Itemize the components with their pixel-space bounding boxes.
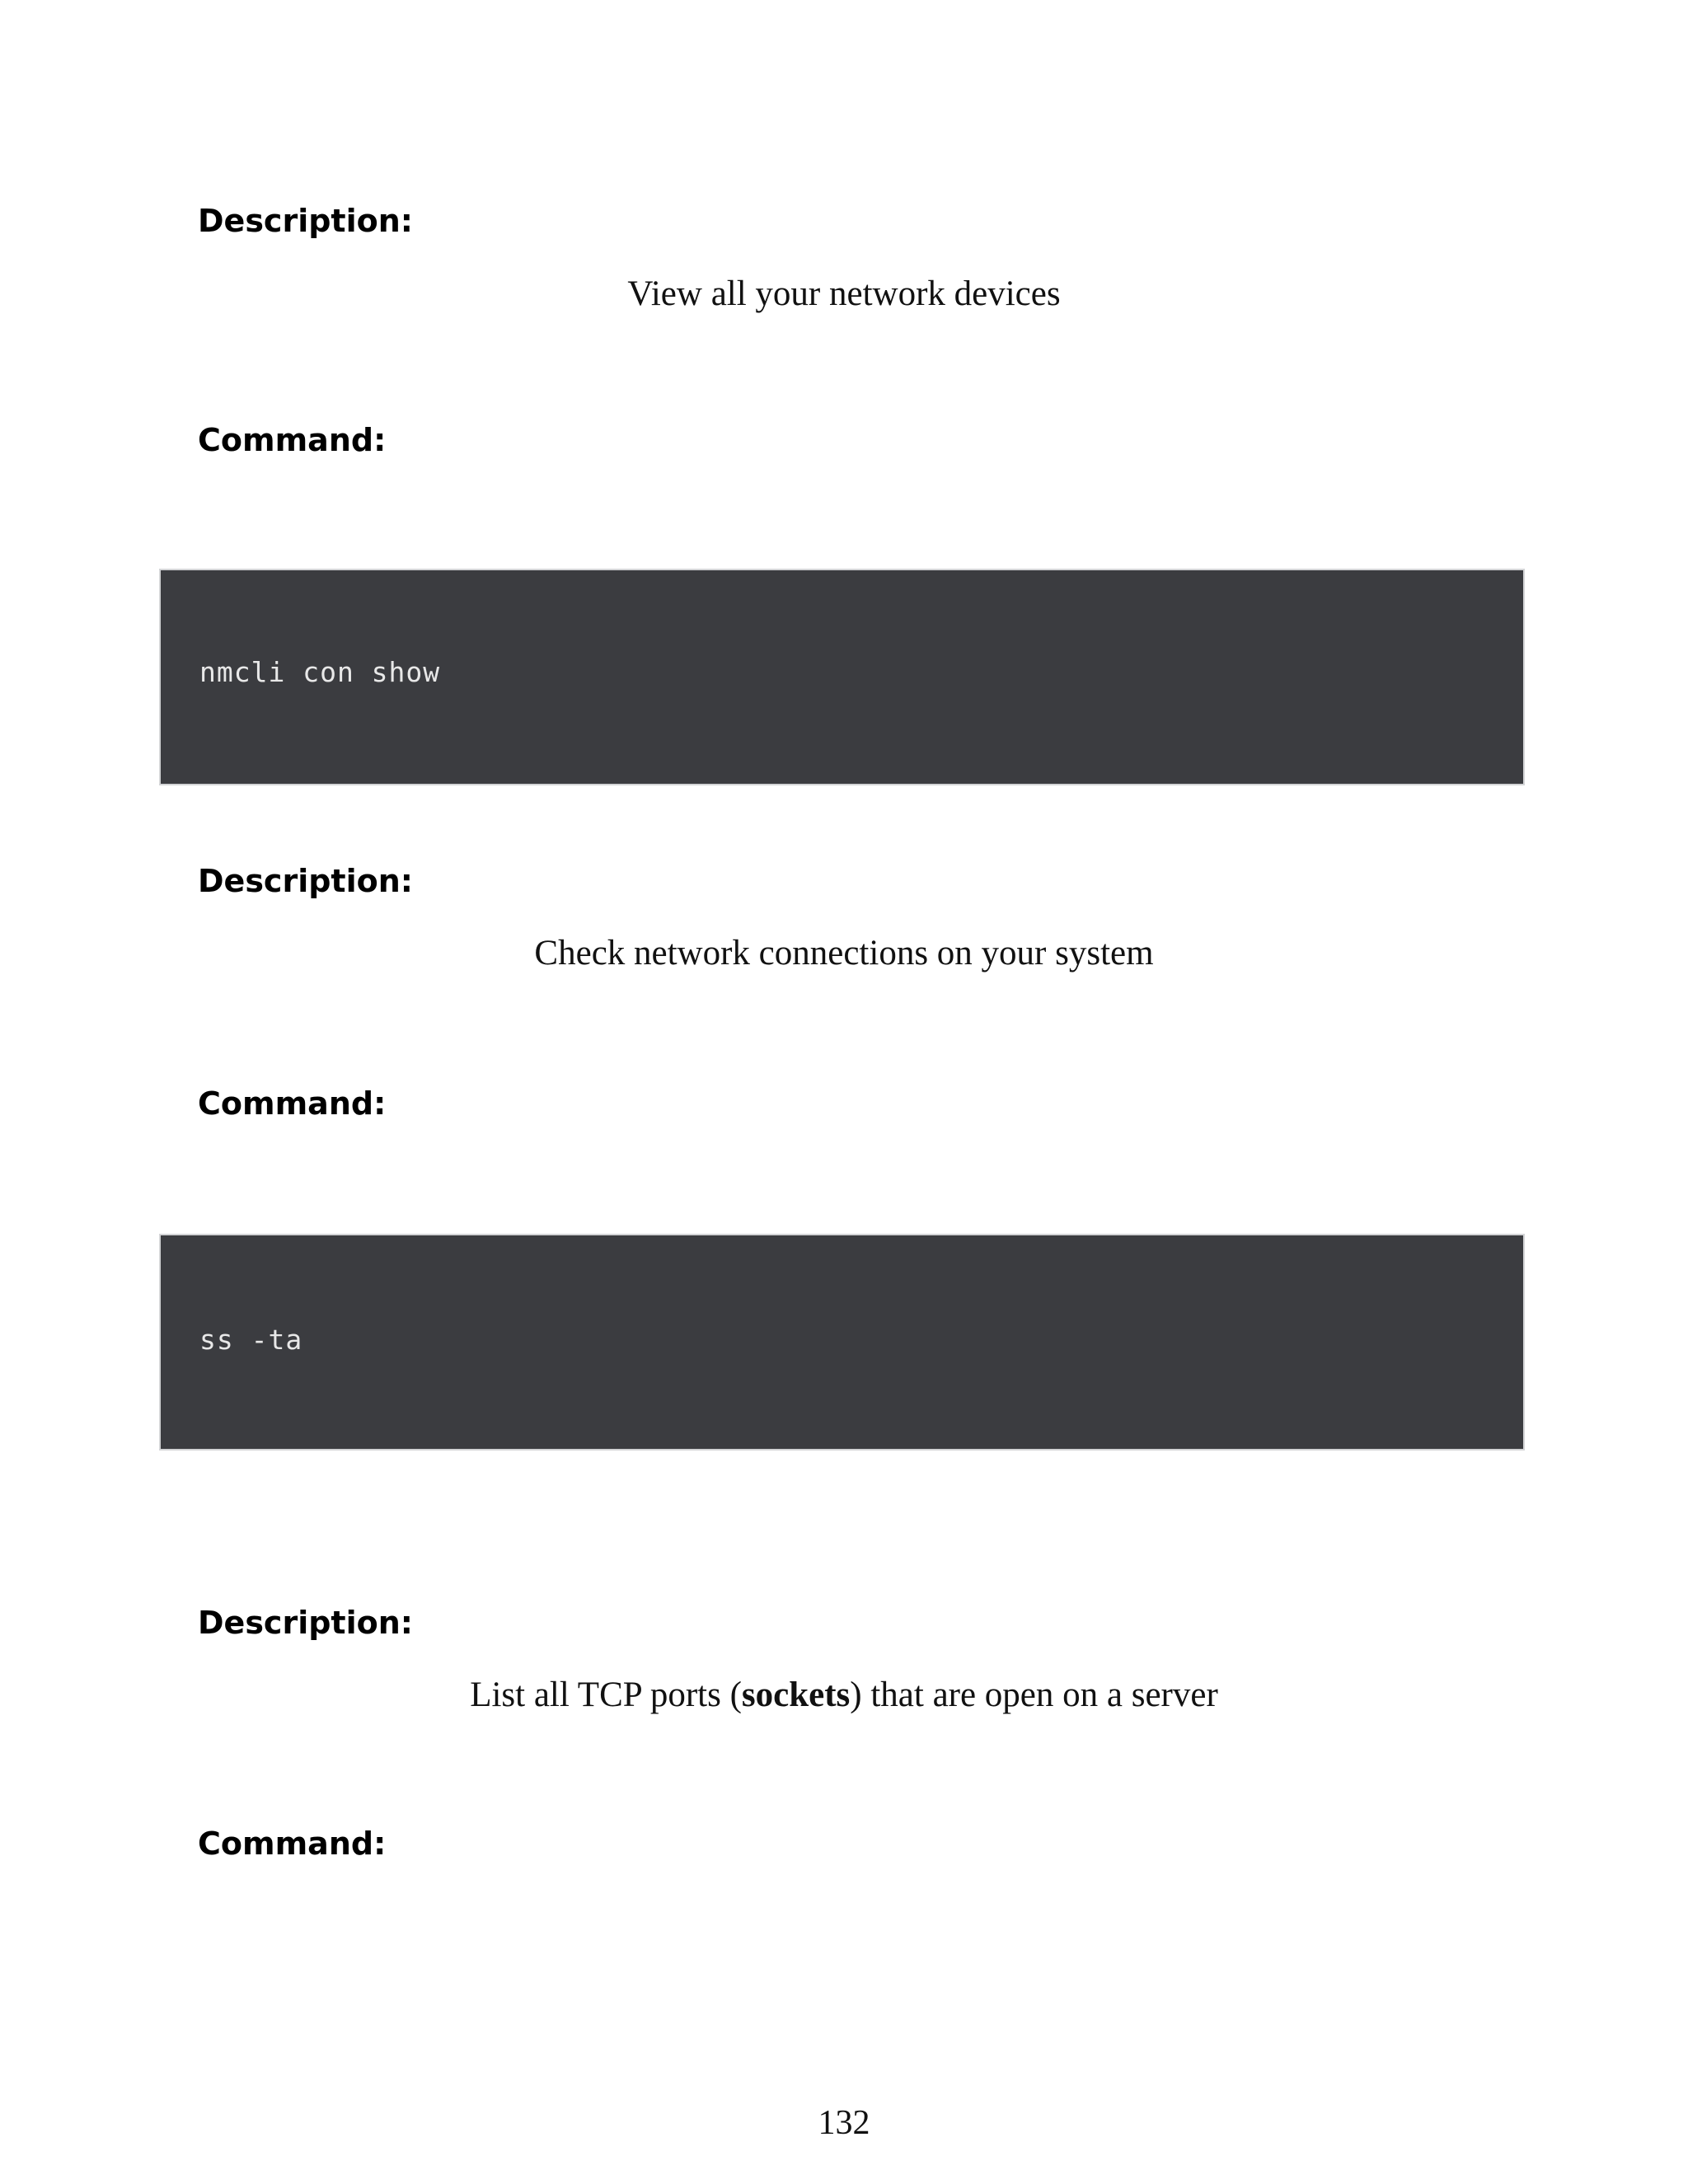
code-block (159, 569, 1525, 785)
description-text (0, 1677, 1688, 1713)
description-text: View all your network devices (627, 274, 1061, 313)
command-label: Command: (198, 422, 387, 458)
command-text: nmcli con show (199, 656, 441, 688)
description-label: Description: (198, 1605, 413, 1641)
code-block (159, 1234, 1525, 1451)
command-text: ss -ta (199, 1324, 303, 1356)
description-text-start: List all TCP ports ( (470, 1675, 742, 1714)
description-label: Description: (198, 203, 413, 239)
command-label: Command: (198, 1825, 387, 1862)
description-text: Check network connections on your system (534, 934, 1154, 972)
description-label: Description: (198, 863, 413, 899)
command-label: Command: (198, 1085, 387, 1122)
description-text-end: ) that are open on a server (850, 1675, 1218, 1714)
page-number: 132 (818, 2104, 870, 2142)
description-bold-term: sockets (741, 1675, 851, 1714)
